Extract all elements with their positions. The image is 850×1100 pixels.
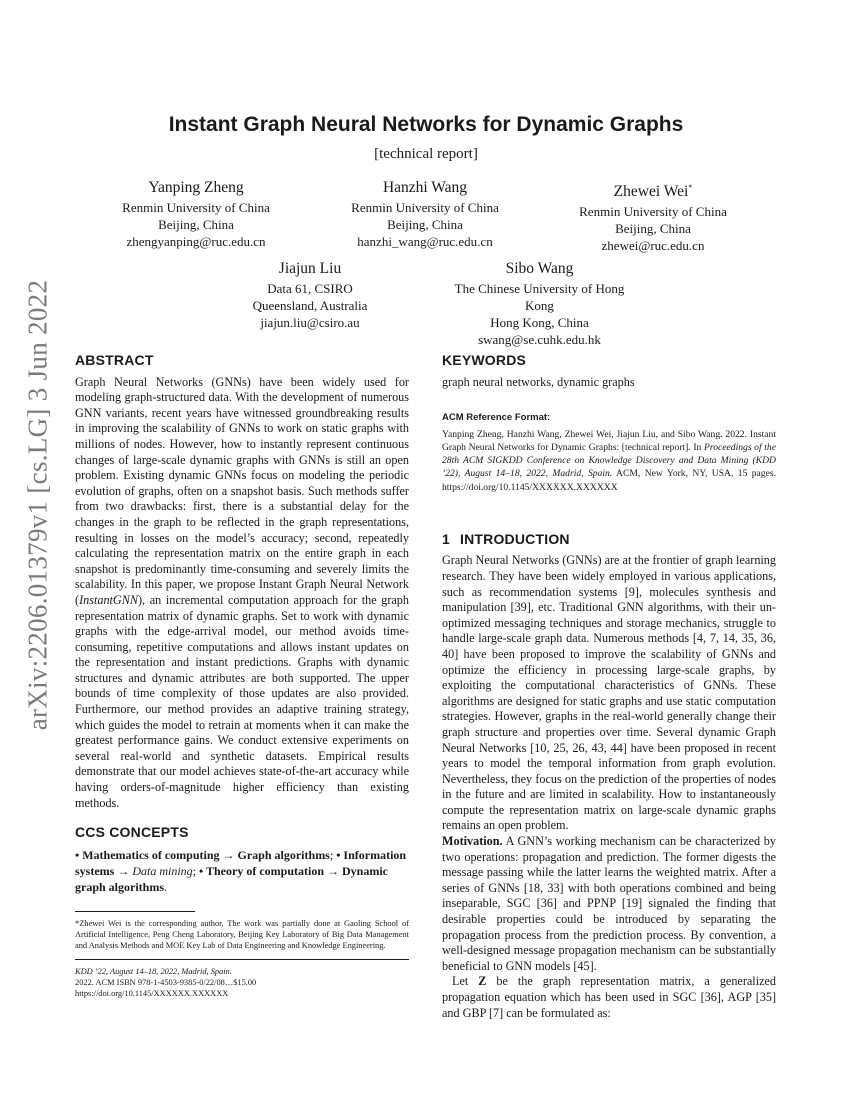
author-email: hanzhi_wang@ruc.edu.cn <box>357 234 493 249</box>
ccs-heading: CCS CONCEPTS <box>75 824 189 841</box>
author-affiliation: The Chinese University of Hong <box>454 281 625 296</box>
intro-paragraph: Graph Neural Networks (GNNs) are at the frontier of graph learning research. They have been widely employed in various applications, such as recommendation systems [9], molecules synthesis and manipulation [39], etc. Traditional GNN algorithms, with their un-optimized messaging techniques and storage mechanics, struggle to handle large-scale graph data. Numerous methods [4, 7, 14, 35, 36, 40] have been proposed to improve the scalability of GNNs and optimize the efficiency in processing large-scale graphs, by exploiting the computational characteristics of GNNs. These algorithms are designed for static graphs and use static computation strategies. However, graphs in the real-world generally change their graph structure and properties over time. Several dynamic Graph Neural Networks [10, 25, 26, 43, 44] have been proposed in recent years to model the temporal information from graph evolution. Nevertheless, they focus on the prediction of the properties of nodes in the future and are limited in scalability. How to instantaneously compute the representation matrix on large-scale dynamic graphs remains an open problem. <box>442 553 776 833</box>
author-affiliation: Renmin University of China <box>122 200 270 215</box>
copyright-rule <box>75 959 409 960</box>
author-block <box>437 259 642 348</box>
left-column <box>75 353 409 999</box>
keywords-heading: KEYWORDS <box>442 352 527 368</box>
author-affiliation: Data 61, CSIRO <box>267 281 353 296</box>
author-location: Hong Kong, China <box>490 315 589 330</box>
author-affiliation: Kong <box>525 298 554 313</box>
author-name: Sibo Wang <box>505 260 574 277</box>
author-location: Beijing, China <box>158 217 234 232</box>
keywords-text: graph neural networks, dynamic graphs <box>442 374 635 389</box>
author-block <box>96 178 296 250</box>
author-name: Jiajun Liu <box>278 260 342 277</box>
author-name: Zhewei Wei <box>613 183 689 201</box>
author-affiliation: Renmin University of China <box>351 200 499 215</box>
right-column <box>442 353 776 1021</box>
paper-title: Instant Graph Neural Networks for Dynamic Graphs <box>168 113 684 136</box>
paper-subtitle: [technical report] <box>374 146 478 162</box>
author-location: Queensland, Australia <box>252 298 368 313</box>
author-email: jiajun.liu@csiro.au <box>260 315 360 330</box>
author-name: Hanzhi Wang <box>382 179 468 196</box>
author-email: zhengyanping@ruc.edu.cn <box>126 234 266 249</box>
ccs-concepts: • Mathematics of computing → Graph algorithms; • Information systems → Data mining; • Theory of computation → Dynamic graph algorithms. <box>75 847 407 894</box>
author-block <box>325 178 525 250</box>
venue-line: KDD ’22, August 14–18, 2022, Madrid, Spain. <box>75 966 232 976</box>
isbn-line: 2022. ACM ISBN 978-1-4503-9385-0/22/08…$15.00 <box>75 977 257 987</box>
acm-ref-text: Yanping Zheng, Hanzhi Wang, Zhewei Wei, Jiajun Liu, and Sibo Wang. 2022. Instant Graph Neural Networks for Dynamic Graphs: [technical report]. In Proceedings of the 28th ACM SIGKDD Conference on Knowledge Discovery and Data Mining (KDD ’22), August 14–18, 2022, Madrid, Spain. ACM, New York, NY, USA, 15 pages. https://doi.org/10.1145/XXXXXX.XXXXXX <box>442 428 776 493</box>
author-location: Beijing, China <box>615 221 691 237</box>
acm-ref-heading: ACM Reference Format: <box>442 412 551 424</box>
footnote-rule <box>75 911 195 912</box>
author-block <box>210 259 410 331</box>
corresponding-mark: * <box>688 183 693 192</box>
abstract-text: Graph Neural Networks (GNNs) have been widely used for modeling graph-structured data. With the development of numerous GNN variants, recent years have witnessed groundbreaking results in improving the scalability of GNNs to work on static graphs with millions of nodes. However, how to instantly represent continuous changes of large-scale dynamic graphs with GNNs is still an open problem. Existing dynamic GNNs focus on modeling the periodic evolution of graphs, often on a snapshot basis. Such methods suffer from two drawbacks: first, there is a substantial delay for the changes in the graph to be reflected in the graph representations, resulting in losses on the model’s accuracy; second, repeatedly calculating the representation matrix on the entire graph in each snapshot is predominantly time-consuming and severely limits the scalability. In this paper, we propose Instant Graph Neural Network (InstantGNN), an incremental computation approach for the graph representation matrix of dynamic graphs. Set to work with dynamic graphs with the edge-arrival model, our method avoids time-consuming, repetitive computations and allows instant updates on the representation and instant predictions. Graphs with dynamic structures and dynamic attributes are both supported. The upper bounds of time complexity of those updates are also provided. Furthermore, our method provides an adaptive training strategy, which guides the model to retrain at moments when it can make the greatest performance gains. We conduct extensive experiments on several real-world and synthetic datasets. Empirical results demonstrate that our model achieves state-of-the-art accuracy while having orders-of-magnitude higher efficiency than existing methods. <box>75 374 409 810</box>
motivation-paragraph: Motivation. A GNN’s working mechanism can be characterized by two operations: propagation and prediction. The former digests the message passing while the latter learns the weighted matrix. After a series of GNNs [18, 33] with both operations combined and being inseparable, SGC [36] and PPNP [19] signaled the finding that desirable properties could be introduced by separating the propagation process from the prediction process. By convention, a well-designed message propagation mechanism can be substantially beneficial to GNN models [45]. <box>442 834 776 973</box>
author-affiliation: Renmin University of China <box>579 204 727 220</box>
author-block <box>553 178 753 254</box>
equation-intro-paragraph: Let Z be the graph representation matrix, a generalized propagation equation which has been used in SGC [36], AGP [35] and GBP [7] can be formulated as: <box>442 974 776 1020</box>
author-email: swang@se.cuhk.edu.hk <box>478 332 601 347</box>
abstract-heading: ABSTRACT <box>75 352 154 368</box>
author-location: Beijing, China <box>387 217 463 232</box>
arxiv-stamp: arXiv:2206.01379v1 [cs.LG] 3 Jun 2022 <box>22 279 53 731</box>
author-email: zhewei@ruc.edu.cn <box>601 238 705 254</box>
footnote-text: *Zhewei Wei is the corresponding author. The work was partially done at Gaoling School of Artificial Intelligence, Peng Cheng Laboratory, Beijing Key Laboratory of Big Data Management and Analysis Methods and MOE Key Lab of Data Engineering and Knowledge Engineering. <box>75 918 409 950</box>
intro-heading: 1 INTRODUCTION <box>442 530 570 547</box>
author-name: Yanping Zheng <box>148 179 244 196</box>
doi-link[interactable]: https://doi.org/10.1145/XXXXXX.XXXXXX <box>75 988 229 998</box>
